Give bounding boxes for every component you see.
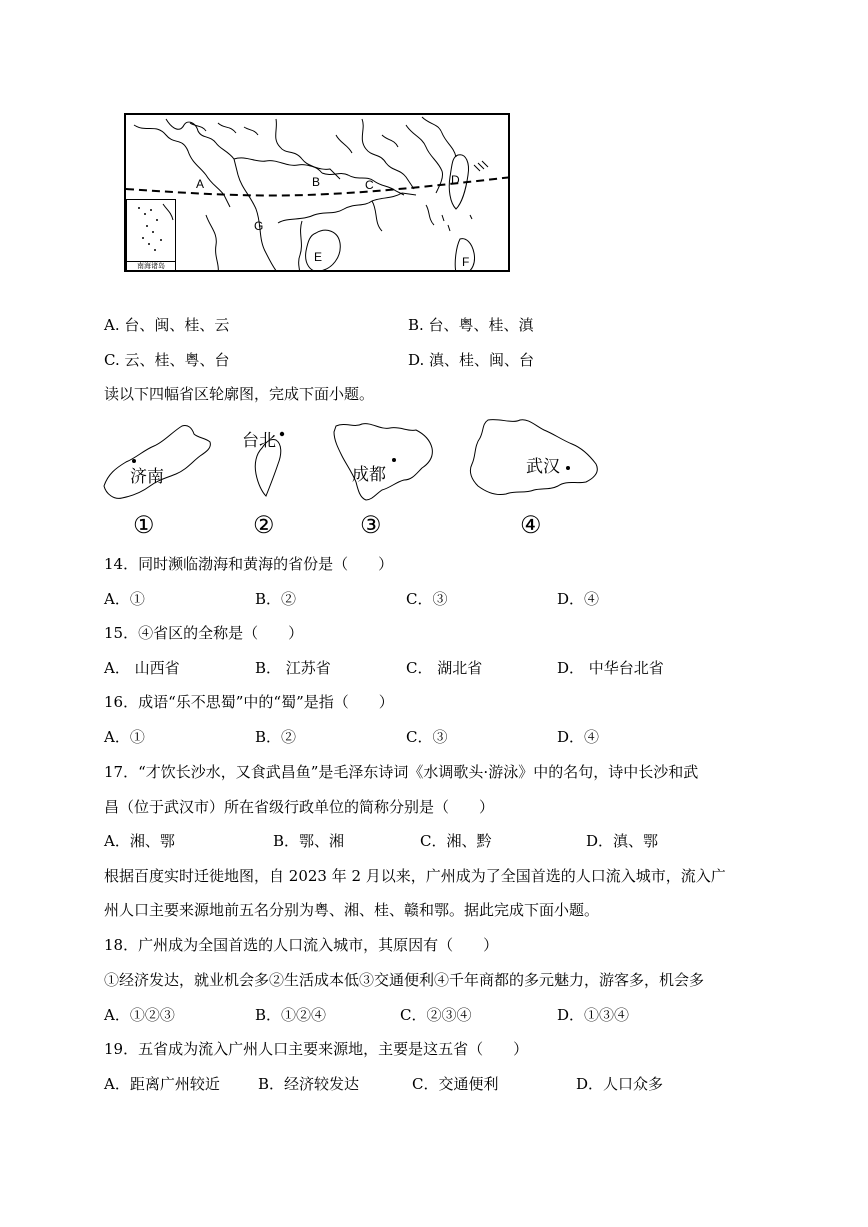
q14-option-a: A．① [104,590,145,608]
q13-option-d: D. 滇、桂、闽、台 [408,351,535,369]
province-city-taipei: 台北 [242,431,276,451]
q16-option-a: A．① [104,728,145,746]
province-number-3: ③ [360,511,382,539]
q16-option-d: D．④ [557,728,600,746]
q17-option-a: A．湘、鄂 [104,832,175,850]
shandong-outline [102,420,214,502]
inset-islands [127,200,175,262]
province-hubei [466,416,602,500]
q14-option-b: B．② [255,590,297,608]
q15-option-a: A． 山西省 [104,659,180,677]
map-label-e: E [314,250,323,264]
q15-stem: 15．④省区的全称是（ ） [104,624,304,642]
q18-stem: 18．广州成为全国首选的人口流入城市，其原因有（ ） [104,936,499,954]
intro-guangzhou-line1: 根据百度实时迁徙地图，自 2023 年 2 月以来，广州成为了全国首选的人口流入城市，流入广 [104,867,726,885]
inset-label: 南海诸岛 [127,261,175,271]
province-sichuan [332,420,436,504]
map-outlines [126,115,510,272]
q15-option-d: D． 中华台北省 [557,659,664,677]
q14-option-d: D．④ [557,590,600,608]
south-china-map [124,113,510,272]
q15-option-c: C． 湖北省 [406,659,483,677]
intro-province-maps: 读以下四幅省区轮廓图，完成下面小题。 [104,385,375,403]
q15-option-b: B． 江苏省 [255,659,331,677]
q18-option-c: C．②③④ [400,1006,472,1024]
province-city-wuhan: 武汉 [526,457,560,477]
map-label-g: G [254,219,264,233]
q17-option-c: C．湘、黔 [420,832,492,850]
province-city-chengdu: 成都 [352,465,386,485]
map-label-b: B [312,175,321,189]
q16-option-c: C．③ [406,728,448,746]
province-taiwan [236,422,298,502]
q17-stem-line1: 17．“才饮长沙水，又食武昌鱼”是毛泽东诗词《水调歌头·游泳》中的名句，诗中长沙和武 [104,763,699,781]
province-number-1: ① [133,511,155,539]
q14-option-c: C．③ [406,590,448,608]
q16-stem: 16．成语“乐不思蜀”中的“蜀”是指（ ） [104,693,394,711]
q18-statements: ①经济发达，就业机会多②生活成本低③交通便利④千年商都的多元魅力，游客多，机会多 [104,971,705,989]
q19-option-a: A．距离广州较近 [104,1075,220,1093]
q18-option-a: A．①②③ [104,1006,175,1024]
map-label-a: A [196,177,205,191]
q19-option-b: B．经济较发达 [258,1075,360,1093]
map-label-c: C [365,178,374,192]
q19-option-c: C．交通便利 [412,1075,499,1093]
q18-option-b: B．①②④ [255,1006,327,1024]
province-city-jinan: 济南 [130,467,164,487]
q17-stem-line2: 昌（位于武汉市）所在省级行政单位的简称分别是（ ） [104,798,495,816]
q19-option-d: D．人口众多 [576,1075,664,1093]
q16-option-b: B．② [255,728,297,746]
map-label-d: D [451,173,460,187]
province-shandong [102,420,214,502]
q17-option-d: D．滇、鄂 [586,832,659,850]
q19-stem: 19．五省成为流入广州人口主要来源地，主要是这五省（ ） [104,1040,529,1058]
q17-option-b: B．鄂、湘 [273,832,345,850]
south-china-sea-inset [126,199,176,272]
intro-guangzhou-line2: 州人口主要来源地前五名分别为粤、湘、桂、赣和鄂。据此完成下面小题。 [104,901,600,919]
province-number-4: ④ [520,511,542,539]
map-label-f: F [462,255,470,269]
q13-option-c: C. 云、桂、粤、台 [104,351,230,369]
q13-option-b: B. 台、粤、桂、滇 [408,316,534,334]
q13-option-a: A. 台、闽、桂、云 [104,316,230,334]
q14-stem: 14．同时濒临渤海和黄海的省份是（ ） [104,555,394,573]
province-number-2: ② [253,511,275,539]
q18-option-d: D．①③④ [557,1006,630,1024]
